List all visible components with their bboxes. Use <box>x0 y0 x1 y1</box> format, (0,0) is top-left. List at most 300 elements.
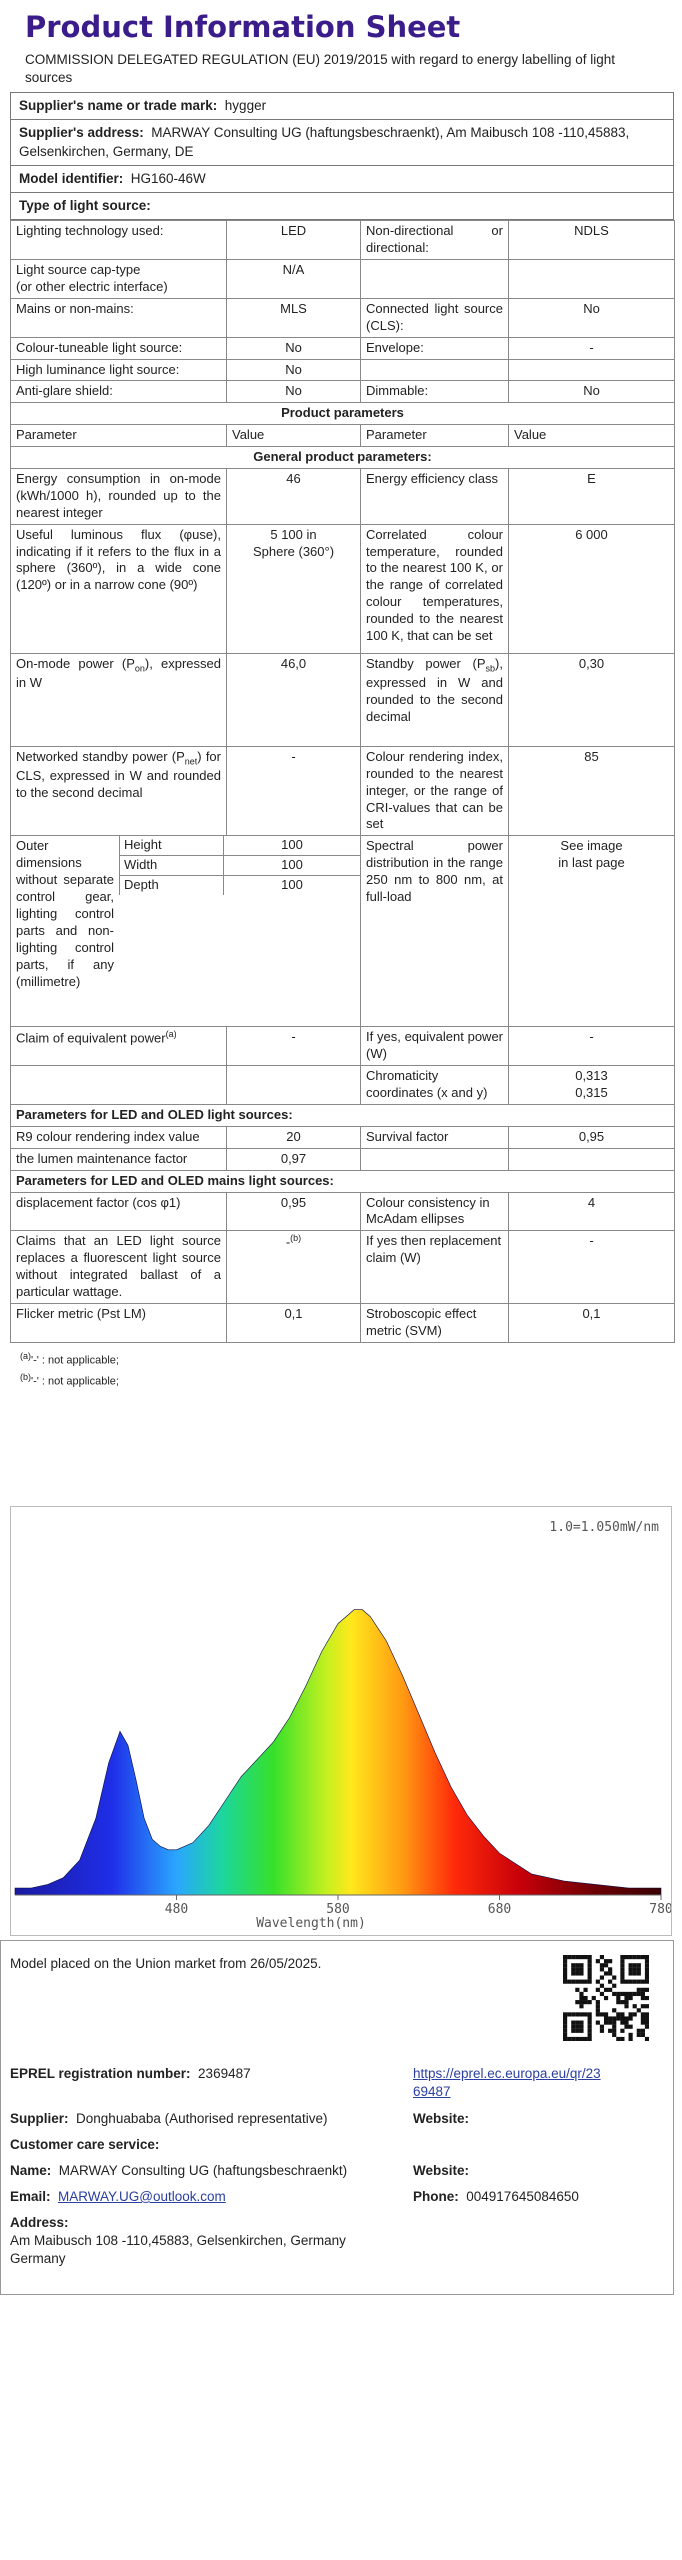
on-mode-power-label-a: On-mode power (P <box>16 655 135 671</box>
qr-module <box>629 1996 633 2000</box>
qr-module <box>563 1967 567 1971</box>
stroboscopic-label: Stroboscopic effect metric (SVM) <box>361 1303 509 1342</box>
qr-module <box>641 2004 645 2008</box>
qr-module <box>608 2016 612 2020</box>
qr-module <box>624 2004 628 2008</box>
qr-module <box>575 1988 579 1992</box>
qr-module <box>637 2029 641 2033</box>
survival-value: 0,95 <box>509 1126 675 1148</box>
qr-module <box>575 1971 579 1975</box>
table-row <box>120 856 361 876</box>
displacement-label: displacement factor (cos φ1) <box>11 1192 227 1231</box>
email-link[interactable]: MARWAY.UG@outlook.com <box>58 2189 226 2204</box>
qr-module <box>633 1971 637 1975</box>
supplier-row <box>10 2110 327 2128</box>
col-header-parameter: Parameter <box>11 425 227 447</box>
table-row <box>120 876 361 895</box>
qr-module <box>633 1980 637 1984</box>
qr-module <box>600 1992 604 1996</box>
flicker-value: 0,1 <box>227 1303 361 1342</box>
empty-cell <box>227 1066 361 1105</box>
qr-module <box>575 1963 579 1967</box>
chromaticity-x: 0,313 <box>575 1068 608 1084</box>
qr-module <box>600 1984 604 1988</box>
qr-module <box>620 2029 624 2033</box>
r9-value: 20 <box>227 1126 361 1148</box>
qr-module <box>612 1992 616 1996</box>
market-date-text: Model placed on the Union market from 26/05/2025. <box>10 1956 322 1971</box>
qr-module <box>641 1980 645 1984</box>
qr-module <box>575 2021 579 2025</box>
on-mode-power-label-b: ), expressed in W <box>16 655 221 691</box>
qr-module <box>588 2033 592 2037</box>
networked-standby-label <box>11 746 227 835</box>
envelope-label: Envelope: <box>361 337 509 359</box>
qr-module <box>563 2025 567 2029</box>
qr-module <box>616 2012 620 2016</box>
qr-module <box>637 1992 641 1996</box>
qr-module <box>579 2021 583 2025</box>
qr-module <box>637 1963 641 1967</box>
qr-module <box>604 1988 608 1992</box>
dimensions-subtable <box>119 836 360 895</box>
spectrum-tick-label: 680 <box>487 1902 512 1917</box>
footnote-a-text: '-' : not applicable; <box>31 1354 119 1367</box>
eprel-link[interactable] <box>413 2065 601 2101</box>
qr-module <box>624 2000 628 2004</box>
qr-module <box>563 1975 567 1979</box>
qr-module <box>645 1955 649 1959</box>
on-mode-power-value: 46,0 <box>227 653 361 746</box>
qr-module <box>575 1955 579 1959</box>
qr-module <box>629 1980 633 1984</box>
eprel-value: 2369487 <box>198 2066 251 2081</box>
qr-module <box>624 1980 628 1984</box>
qr-module <box>612 1984 616 1988</box>
equivalent-power-label <box>11 1027 227 1066</box>
replacement-claim-value: - <box>509 1231 675 1304</box>
spectrum-tick-label: 580 <box>326 1902 350 1917</box>
displacement-value: 0,95 <box>227 1192 361 1231</box>
table-row <box>11 1104 675 1126</box>
qr-module <box>563 2033 567 2037</box>
supplier-address-value: MARWAY Consulting UG (haftungsbeschraenkt), Am Maibusch 108 -110,45883, Gelsenkirchen, Germany, DE <box>19 125 630 159</box>
supplier-box <box>10 92 674 220</box>
website-label: Website: <box>413 2111 470 2126</box>
qr-module <box>579 1980 583 1984</box>
table-row <box>11 1126 675 1148</box>
footnote-b <box>20 1370 674 1391</box>
qr-module <box>645 1996 649 2000</box>
table-row <box>11 298 675 337</box>
qr-module <box>620 1955 624 1959</box>
qr-module <box>645 2012 649 2016</box>
envelope-value: - <box>509 337 675 359</box>
empty-cell <box>361 359 509 381</box>
qr-module <box>588 1971 592 1975</box>
qr-module <box>579 2004 583 2008</box>
qr-module <box>575 2025 579 2029</box>
qr-module <box>571 2021 575 2025</box>
networked-standby-label-a: Networked standby power (P <box>16 748 185 764</box>
colour-tuneable-label: Colour-tuneable light source: <box>11 337 227 359</box>
qr-module <box>637 1980 641 1984</box>
qr-module <box>604 2021 608 2025</box>
qr-module <box>612 2008 616 2012</box>
qr-module <box>567 2037 571 2041</box>
qr-module <box>588 2012 592 2016</box>
qr-module <box>563 1980 567 1984</box>
qr-module <box>563 2012 567 2016</box>
replacement-claim-label: If yes then replacement claim (W) <box>361 1231 509 1304</box>
chromaticity-label: Chromaticity coordinates (x and y) <box>361 1066 509 1105</box>
eprel-row <box>10 2065 251 2083</box>
qr-module <box>600 1967 604 1971</box>
qr-module <box>604 1959 608 1963</box>
flicker-label: Flicker metric (Pst LM) <box>11 1303 227 1342</box>
qr-module <box>588 1955 592 1959</box>
qr-module <box>563 2037 567 2041</box>
parameter-table <box>10 220 675 1342</box>
spectrum-tick-label: 780 <box>649 1902 671 1917</box>
cap-type-label-line1: Light source cap-type <box>16 262 141 278</box>
fluorescent-claim-label: Claims that an LED light source replaces a fluorescent light source without integrated ballast of a particular wattage. <box>11 1231 227 1304</box>
qr-module <box>604 1971 608 1975</box>
phone-row <box>413 2188 579 2206</box>
qr-module <box>583 2037 587 2041</box>
qr-module <box>596 1959 600 1963</box>
table-row <box>11 1170 675 1192</box>
qr-module <box>600 2025 604 2029</box>
qr-module <box>612 1975 616 1979</box>
qr-module <box>575 1980 579 1984</box>
directional-label: Non-directional or directional: <box>361 221 509 260</box>
regulation-subtitle: COMMISSION DELEGATED REGULATION (EU) 2019/2015 with regard to energy labelling of light sources <box>25 51 615 86</box>
care-name-value: MARWAY Consulting UG (haftungsbeschraenkt) <box>58 2163 348 2178</box>
on-mode-power-sub: on <box>134 663 145 674</box>
qr-module <box>571 1967 575 1971</box>
qr-module <box>596 1988 600 1992</box>
qr-module <box>637 1988 641 1992</box>
phone-label: Phone: <box>413 2189 459 2204</box>
qr-module <box>563 2029 567 2033</box>
dimmable-value: No <box>509 381 675 403</box>
footnote-a-sup: (a) <box>20 1350 31 1361</box>
chromaticity-y: 0,315 <box>575 1085 608 1101</box>
qr-module <box>645 2037 649 2041</box>
equivalent-power-value: - <box>227 1027 361 1066</box>
width-label: Width <box>120 856 224 876</box>
table-row <box>11 1192 675 1231</box>
qr-module <box>583 1980 587 1984</box>
qr-module <box>641 2033 645 2037</box>
qr-module <box>629 2033 633 2037</box>
qr-module <box>629 1963 633 1967</box>
qr-module <box>575 2000 579 2004</box>
qr-module <box>588 2025 592 2029</box>
qr-module <box>583 1996 587 2000</box>
directional-value: NDLS <box>509 221 675 260</box>
spectral-distribution-value-line2: in last page <box>558 855 625 871</box>
qr-module <box>641 2016 645 2020</box>
qr-module <box>563 1963 567 1967</box>
high-luminance-label: High luminance light source: <box>11 359 227 381</box>
table-row <box>11 337 675 359</box>
qr-module <box>620 1967 624 1971</box>
qr-module <box>620 1963 624 1967</box>
table-row <box>11 221 675 260</box>
qr-module <box>571 2012 575 2016</box>
model-row <box>11 166 673 193</box>
qr-module <box>579 2012 583 2016</box>
customer-care-heading: Customer care service: <box>10 2137 160 2152</box>
qr-module <box>608 2021 612 2025</box>
dimensions-layout <box>11 836 360 1026</box>
spectrum-curve <box>15 1610 661 1895</box>
fluorescent-claim-value-text: - <box>285 1234 291 1250</box>
spectral-distribution-label: Spectral power distribution in the range 250 nm to 800 nm, at full-load <box>361 836 509 1027</box>
networked-standby-label-b: ) for CLS, expressed in W and rounded to the second decimal <box>16 748 221 801</box>
qr-module <box>641 1992 645 1996</box>
spectrum-svg <box>11 1507 671 1935</box>
qr-module <box>612 2016 616 2020</box>
qr-module <box>588 2016 592 2020</box>
spectral-distribution-chart <box>10 1506 672 1936</box>
email-row <box>10 2188 226 2206</box>
qr-module <box>575 1967 579 1971</box>
qr-module <box>571 2025 575 2029</box>
table-row <box>11 359 675 381</box>
supplier-address-row <box>11 120 673 165</box>
qr-module <box>641 2029 645 2033</box>
address-label: Address: <box>10 2215 69 2230</box>
qr-module <box>583 2012 587 2016</box>
footnote-a <box>20 1349 674 1370</box>
phone-value: 004917645084650 <box>466 2189 579 2204</box>
survival-label: Survival factor <box>361 1126 509 1148</box>
qr-module <box>645 1959 649 1963</box>
standby-power-value: 0,30 <box>509 653 675 746</box>
luminous-flux-value-line1: 5 100 in <box>270 526 317 542</box>
qr-module <box>604 1996 608 2000</box>
qr-module <box>620 1959 624 1963</box>
qr-module <box>608 1967 612 1971</box>
empty-cell <box>361 1148 509 1170</box>
cct-label: Correlated colour temperature, rounded to the nearest 100 K, or the range of correlated colour temperatures, rounded to the nearest 100 K, that can be set <box>361 524 509 653</box>
table-row <box>120 836 361 855</box>
dimensions-cell <box>11 836 361 1027</box>
spectral-distribution-value-line1: See image <box>560 838 623 854</box>
qr-module <box>588 1959 592 1963</box>
qr-module <box>645 2025 649 2029</box>
qr-module <box>563 1955 567 1959</box>
qr-module <box>637 1967 641 1971</box>
qr-module <box>579 1971 583 1975</box>
energy-consumption-label: Energy consumption in on-mode (kWh/1000 h), rounded up to the nearest integer <box>11 469 227 525</box>
qr-module <box>588 2021 592 2025</box>
qr-module <box>608 1959 612 1963</box>
qr-module <box>588 1980 592 1984</box>
qr-code-icon[interactable] <box>563 1955 649 2041</box>
qr-module <box>624 2021 628 2025</box>
qr-module <box>641 2012 645 2016</box>
qr-module <box>620 2012 624 2016</box>
eprel-link-line2[interactable]: 69487 <box>413 2084 451 2100</box>
qr-module <box>629 1955 633 1959</box>
qr-module <box>645 1967 649 1971</box>
luminous-flux-label: Useful luminous flux (φuse), indicating if it refers to the flux in a sphere (360º), in a wide cone (120º) or in a narrow cone (90º) <box>11 524 227 653</box>
colour-consistency-value: 4 <box>509 1192 675 1231</box>
r9-label: R9 colour rendering index value <box>11 1126 227 1148</box>
standby-power-label-a: Standby power (P <box>366 655 486 671</box>
footnote-b-text: '-' : not applicable; <box>31 1375 119 1388</box>
qr-module <box>641 1955 645 1959</box>
table-header-row <box>11 425 675 447</box>
qr-module <box>624 1996 628 2000</box>
qr-module <box>575 2012 579 2016</box>
width-value: 100 <box>224 856 361 876</box>
footnote-b-marker: (b) <box>290 1233 302 1244</box>
qr-module <box>588 1963 592 1967</box>
empty-cell <box>361 260 509 299</box>
cap-type-label-line2: (or other electric interface) <box>16 279 168 294</box>
qr-module <box>604 2012 608 2016</box>
luminous-flux-value <box>227 524 361 653</box>
spectrum-scale-label: 1.0=1.050mW/nm <box>549 1520 659 1535</box>
qr-module <box>616 1992 620 1996</box>
qr-module <box>571 1963 575 1967</box>
equivalent-power-w-value: - <box>509 1027 675 1066</box>
on-mode-power-label <box>11 653 227 746</box>
qr-module <box>612 2025 616 2029</box>
spectrum-tick-label: 480 <box>164 1902 189 1917</box>
qr-module <box>620 1992 624 1996</box>
qr-module <box>596 2004 600 2008</box>
standby-power-label <box>361 653 509 746</box>
supplier-name-row <box>11 93 673 120</box>
cri-value: 85 <box>509 746 675 835</box>
table-row <box>11 403 675 425</box>
eprel-label: EPREL registration number: <box>10 2066 191 2081</box>
equivalent-power-label-text: Claim of equivalent power <box>16 1030 166 1046</box>
qr-module <box>629 2025 633 2029</box>
qr-module <box>579 2029 583 2033</box>
qr-module <box>579 1955 583 1959</box>
standby-power-label-b: ), expressed in W and rounded to the second decimal <box>366 655 503 724</box>
footer-supplier-label: Supplier: <box>10 2111 69 2126</box>
qr-module <box>620 2016 624 2020</box>
empty-cell <box>509 359 675 381</box>
qr-module <box>620 2000 624 2004</box>
networked-standby-sub: net <box>184 756 198 767</box>
mains-label: Mains or non-mains: <box>11 298 227 337</box>
qr-module <box>604 1963 608 1967</box>
qr-module <box>645 2016 649 2020</box>
qr-module <box>596 2008 600 2012</box>
chromaticity-value <box>509 1066 675 1105</box>
energy-class-value: E <box>509 469 675 525</box>
qr-module <box>620 2021 624 2025</box>
product-parameters-heading: Product parameters <box>11 403 675 425</box>
qr-module <box>567 2012 571 2016</box>
cap-type-value: N/A <box>227 260 361 299</box>
table-row <box>11 836 675 1027</box>
qr-module <box>608 1988 612 1992</box>
qr-module <box>620 1971 624 1975</box>
qr-module <box>637 2008 641 2012</box>
anti-glare-label: Anti-glare shield: <box>11 381 227 403</box>
qr-module <box>600 2029 604 2033</box>
footer-section <box>0 1940 674 2295</box>
qr-module <box>624 1955 628 1959</box>
model-label: Model identifier: <box>19 170 124 186</box>
page-title: Product Information Sheet <box>25 10 461 44</box>
qr-module <box>588 1967 592 1971</box>
qr-module <box>645 1971 649 1975</box>
qr-module <box>633 1955 637 1959</box>
type-heading: Type of light source: <box>19 198 151 214</box>
cls-value: No <box>509 298 675 337</box>
qr-module <box>600 1975 604 1979</box>
address-line-2: Germany <box>10 2251 66 2266</box>
qr-module <box>629 1967 633 1971</box>
spectrum-ticks <box>165 1895 671 1917</box>
dimensions-label: Outer dimensions without separate control gear, lighting control parts and non-lighting control parts, if any (millimetre) <box>16 838 114 989</box>
spectral-distribution-value <box>509 836 675 1027</box>
colour-tuneable-value: No <box>227 337 361 359</box>
tech-value: LED <box>227 221 361 260</box>
qr-module <box>563 1959 567 1963</box>
eprel-link-line1[interactable]: https://eprel.ec.europa.eu/qr/23 <box>413 2066 601 2081</box>
qr-module <box>633 1963 637 1967</box>
qr-module <box>579 2037 583 2041</box>
qr-module <box>616 1996 620 2000</box>
care-name-row <box>10 2162 347 2180</box>
qr-module <box>629 1971 633 1975</box>
model-value: HG160-46W <box>130 170 206 186</box>
table-row <box>11 653 675 746</box>
qr-module <box>608 1980 612 1984</box>
qr-module <box>575 2029 579 2033</box>
height-label: Height <box>120 836 224 855</box>
qr-module <box>624 2025 628 2029</box>
table-row <box>11 447 675 469</box>
footnotes <box>20 1349 674 1392</box>
qr-module <box>579 1992 583 1996</box>
energy-consumption-value: 46 <box>227 469 361 525</box>
qr-module <box>608 2029 612 2033</box>
qr-module <box>616 2000 620 2004</box>
care-name-label: Name: <box>10 2163 52 2178</box>
tech-label: Lighting technology used: <box>11 221 227 260</box>
equivalent-power-w-label: If yes, equivalent power (W) <box>361 1027 509 1066</box>
qr-module <box>629 2012 633 2016</box>
depth-value: 100 <box>224 876 361 895</box>
qr-module <box>588 1975 592 1979</box>
qr-module <box>645 1975 649 1979</box>
qr-module <box>645 1980 649 1984</box>
qr-module <box>600 1955 604 1959</box>
qr-module <box>633 2004 637 2008</box>
qr-module <box>571 1980 575 1984</box>
qr-module <box>579 1967 583 1971</box>
qr-module <box>629 1992 633 1996</box>
qr-module <box>637 1971 641 1975</box>
qr-module <box>641 1996 645 2000</box>
luminous-flux-value-line2: Sphere (360°) <box>252 543 335 559</box>
supplier-address-label: Supplier's address: <box>19 125 144 141</box>
cap-type-label <box>11 260 227 299</box>
